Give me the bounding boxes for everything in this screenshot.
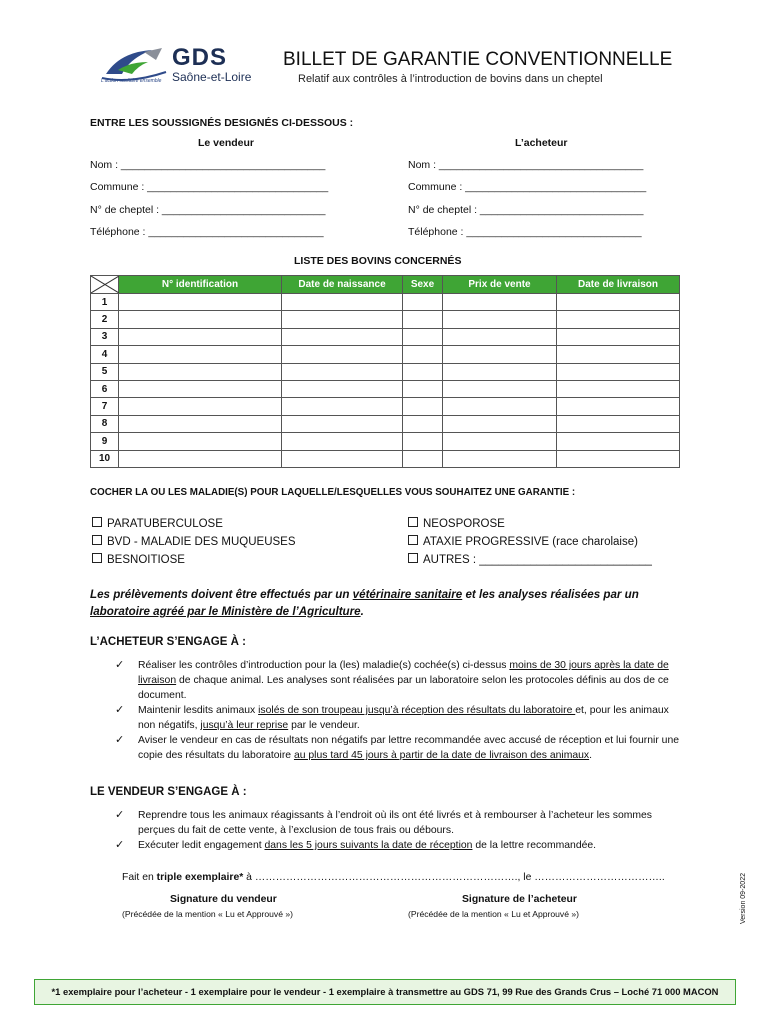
checkbox-icon[interactable]: [408, 535, 418, 545]
table-row: [91, 294, 680, 311]
notice-text: .: [360, 605, 364, 618]
table-cell[interactable]: [282, 380, 403, 397]
table-cell[interactable]: [557, 346, 680, 363]
table-cell[interactable]: [557, 380, 680, 397]
table-cell[interactable]: [557, 294, 680, 311]
disease-label: AUTRES : ___________________________: [423, 554, 652, 566]
table-cell[interactable]: [282, 363, 403, 380]
table-cell[interactable]: [443, 380, 557, 397]
table-cell[interactable]: [443, 363, 557, 380]
table-cell[interactable]: [403, 294, 443, 311]
table-row: [91, 363, 680, 380]
table-cell[interactable]: [557, 328, 680, 345]
table-cell[interactable]: [119, 415, 282, 432]
checkbox-icon[interactable]: [92, 553, 102, 563]
table-cell[interactable]: [443, 398, 557, 415]
table-cell[interactable]: [119, 380, 282, 397]
table-cell[interactable]: [403, 363, 443, 380]
checkbox-icon[interactable]: [408, 517, 418, 527]
cross-icon: [91, 276, 119, 293]
seller-label: Le vendeur: [198, 137, 255, 149]
table-cell[interactable]: [443, 346, 557, 363]
text: par le vendeur.: [288, 720, 360, 731]
row-number: 7: [91, 398, 119, 415]
col-sex: Sexe: [403, 276, 443, 294]
table-cell[interactable]: [119, 363, 282, 380]
seller-name-field[interactable]: Nom : ___________________________________: [90, 159, 326, 171]
buyer-signature-note: (Précédée de la mention « Lu et Approuvé »): [408, 909, 580, 919]
col-identification: N° identification: [119, 276, 282, 294]
footer-note: *1 exemplaire pour l’acheteur - 1 exemplaire pour le vendeur - 1 exemplaire à transmettre au GDS 71, 99 Rue des Grands Crus – Loché 71 000 MACON: [34, 979, 736, 1005]
text: à …………………………………………………………………., le ………………………………..: [243, 872, 665, 883]
table-cell[interactable]: [119, 398, 282, 415]
text: .: [589, 750, 592, 761]
disease-label: BESNOITIOSE: [107, 554, 185, 566]
seller-commitments-heading: LE VENDEUR S’ENGAGE À :: [90, 786, 247, 798]
text: de la lettre recommandée.: [472, 840, 597, 851]
buyer-cheptel-field[interactable]: N° de cheptel : ____________________________: [408, 204, 644, 216]
disease-option[interactable]: [92, 535, 296, 548]
disease-label: ATAXIE PROGRESSIVE (race charolaise): [423, 536, 638, 548]
logo-tagline: L'action sanitaire ensemble: [101, 78, 162, 84]
table-cell[interactable]: [443, 433, 557, 450]
text: Réaliser les contrôles d’introduction pour la (les) maladie(s) cochée(s) ci-dessus: [138, 660, 510, 671]
table-cell[interactable]: [557, 363, 680, 380]
disease-label: PARATUBERCULOSE: [107, 518, 223, 530]
table-cell[interactable]: [119, 294, 282, 311]
checkbox-icon[interactable]: [408, 553, 418, 563]
gds-logo-icon: [100, 44, 168, 82]
row-number: 2: [91, 311, 119, 328]
buyer-phone-field[interactable]: Téléphone : ______________________________: [408, 226, 642, 238]
disease-label: BVD - MALADIE DES MUQUEUSES: [107, 536, 296, 548]
seller-phone-field[interactable]: Téléphone : ______________________________: [90, 226, 324, 238]
table-cell[interactable]: [403, 328, 443, 345]
table-cell[interactable]: [282, 398, 403, 415]
buyer-label: L’acheteur: [515, 137, 568, 149]
text: et, pour les animaux non négatifs,: [138, 705, 669, 731]
table-cell[interactable]: [403, 398, 443, 415]
table-cell[interactable]: [443, 450, 557, 467]
row-number: 1: [91, 294, 119, 311]
table-cell[interactable]: [557, 415, 680, 432]
disease-option[interactable]: [408, 517, 505, 530]
table-cell[interactable]: [403, 433, 443, 450]
table-cell[interactable]: [557, 311, 680, 328]
version-label: Version 09-2022: [740, 873, 747, 924]
table-header-row: [91, 276, 680, 294]
made-in-line[interactable]: [122, 872, 665, 883]
checkbox-icon[interactable]: [92, 535, 102, 545]
disease-option[interactable]: [92, 553, 185, 566]
row-number: 3: [91, 328, 119, 345]
text: Maintenir lesdits animaux: [138, 705, 259, 716]
bovins-heading: LISTE DES BOVINS CONCERNÉS: [294, 255, 462, 267]
corner-cell: [91, 276, 119, 294]
table-cell[interactable]: [557, 398, 680, 415]
table-cell[interactable]: [119, 346, 282, 363]
notice-text: et les analyses réalisées par un: [462, 588, 639, 601]
check-icon: ✓: [115, 839, 125, 851]
underlined-text: dans les 5 jours suivants la date de réception: [264, 840, 473, 851]
seller-commune-field[interactable]: Commune : _______________________________: [90, 181, 329, 193]
table-cell[interactable]: [282, 415, 403, 432]
table-cell[interactable]: [443, 328, 557, 345]
row-number: 6: [91, 380, 119, 397]
underlined-text: isolés de son troupeau jusqu’à réception des résultats du laboratoire: [258, 705, 576, 716]
col-price: Prix de vente: [443, 276, 557, 294]
check-icon: ✓: [115, 809, 125, 821]
buyer-commitment-2: [138, 703, 683, 733]
table-cell[interactable]: [282, 433, 403, 450]
underlined-text: moins de 30 jours après la date de livraison: [138, 660, 669, 686]
bovins-table: [90, 275, 680, 468]
table-cell[interactable]: [403, 311, 443, 328]
seller-commitment-1: Reprendre tous les animaux réagissants à l’endroit où ils ont été livrés et à rembourser à l’acheteur les sommes perçues du fait de cette vente, à l’exclusion de tous frais ou débours.: [138, 810, 653, 836]
table-cell[interactable]: [282, 311, 403, 328]
notice-underlined: laboratoire agréé par le Ministère de l’Agriculture: [90, 605, 361, 618]
text: Fait en: [122, 872, 157, 883]
buyer-name-field[interactable]: Nom : ___________________________________: [408, 159, 644, 171]
notice-underlined: vétérinaire sanitaire: [352, 588, 463, 601]
buyer-signature-title: Signature de l’acheteur: [462, 894, 577, 905]
table-cell[interactable]: [282, 328, 403, 345]
logo-region: Saône-et-Loire: [172, 70, 252, 84]
buyer-commitments-heading: L’ACHETEUR S’ENGAGE À :: [90, 636, 246, 648]
check-icon: ✓: [115, 734, 125, 746]
table-row: [91, 328, 680, 345]
text: Aviser le vendeur en cas de résultats non négatifs par lettre recommandée avec accusé de réception et lui fournir une copie des résultats du laboratoire: [138, 735, 680, 761]
disease-option-other[interactable]: [408, 553, 652, 566]
check-icon: ✓: [115, 704, 125, 716]
check-icon: ✓: [115, 659, 125, 671]
row-number: 8: [91, 415, 119, 432]
table-row: [91, 415, 680, 432]
table-cell[interactable]: [119, 328, 282, 345]
table-row: [91, 311, 680, 328]
notice-text: Les prélèvements doivent être effectués par un: [90, 588, 353, 601]
disease-option[interactable]: [92, 517, 223, 530]
table-cell[interactable]: [119, 433, 282, 450]
buyer-commitment-3: [138, 733, 683, 763]
table-cell[interactable]: [282, 450, 403, 467]
table-row: [91, 450, 680, 467]
col-birth-date: Date de naissance: [282, 276, 403, 294]
diseases-heading: COCHER LA OU LES MALADIE(S) POUR LAQUELLE/LESQUELLES VOUS SOUHAITEZ UNE GARANTIE :: [90, 487, 576, 498]
seller-signature-title: Signature du vendeur: [170, 894, 277, 905]
table-cell[interactable]: [557, 450, 680, 467]
table-cell[interactable]: [282, 346, 403, 363]
seller-cheptel-field[interactable]: N° de cheptel : ____________________________: [90, 204, 326, 216]
row-number: 4: [91, 346, 119, 363]
parties-heading: ENTRE LES SOUSSIGNÉS DESIGNÉS CI-DESSOUS :: [90, 117, 354, 129]
seller-commitment-2: [138, 838, 698, 853]
table-cell[interactable]: [119, 450, 282, 467]
row-number: 10: [91, 450, 119, 467]
text: de chaque animal. Les analyses sont réalisées par un laboratoire selon les protocoles définis au dos de ce document.: [138, 675, 669, 701]
table-row: [91, 380, 680, 397]
table-cell[interactable]: [403, 380, 443, 397]
table-row: [91, 433, 680, 450]
table-cell[interactable]: [443, 311, 557, 328]
underlined-text: au plus tard 45 jours à partir de la date de livraison des animaux: [293, 750, 590, 761]
disease-option[interactable]: [408, 535, 638, 548]
col-delivery-date: Date de livraison: [557, 276, 680, 294]
sampling-notice: [90, 586, 690, 620]
table-row: [91, 398, 680, 415]
checkbox-icon[interactable]: [92, 517, 102, 527]
page-subtitle: Relatif aux contrôles à l’introduction de bovins dans un cheptel: [298, 73, 603, 85]
logo-name: GDS: [172, 44, 228, 71]
disease-label: NEOSPOROSE: [423, 518, 505, 530]
buyer-commitment-1: [138, 658, 683, 703]
text: Exécuter ledit engagement: [138, 840, 265, 851]
table-cell[interactable]: [282, 294, 403, 311]
row-number: 5: [91, 363, 119, 380]
bold-text: triple exemplaire*: [156, 872, 244, 883]
table-row: [91, 346, 680, 363]
underlined-text: jusqu’à leur reprise: [200, 720, 289, 731]
table-cell[interactable]: [443, 415, 557, 432]
row-number: 9: [91, 433, 119, 450]
page-title: BILLET DE GARANTIE CONVENTIONNELLE: [283, 49, 673, 70]
seller-signature-note: (Précédée de la mention « Lu et Approuvé »): [122, 909, 294, 919]
table-cell[interactable]: [403, 415, 443, 432]
table-cell[interactable]: [557, 433, 680, 450]
table-cell[interactable]: [119, 311, 282, 328]
table-cell[interactable]: [403, 346, 443, 363]
table-cell[interactable]: [403, 450, 443, 467]
table-cell[interactable]: [443, 294, 557, 311]
buyer-commune-field[interactable]: Commune : _______________________________: [408, 181, 647, 193]
